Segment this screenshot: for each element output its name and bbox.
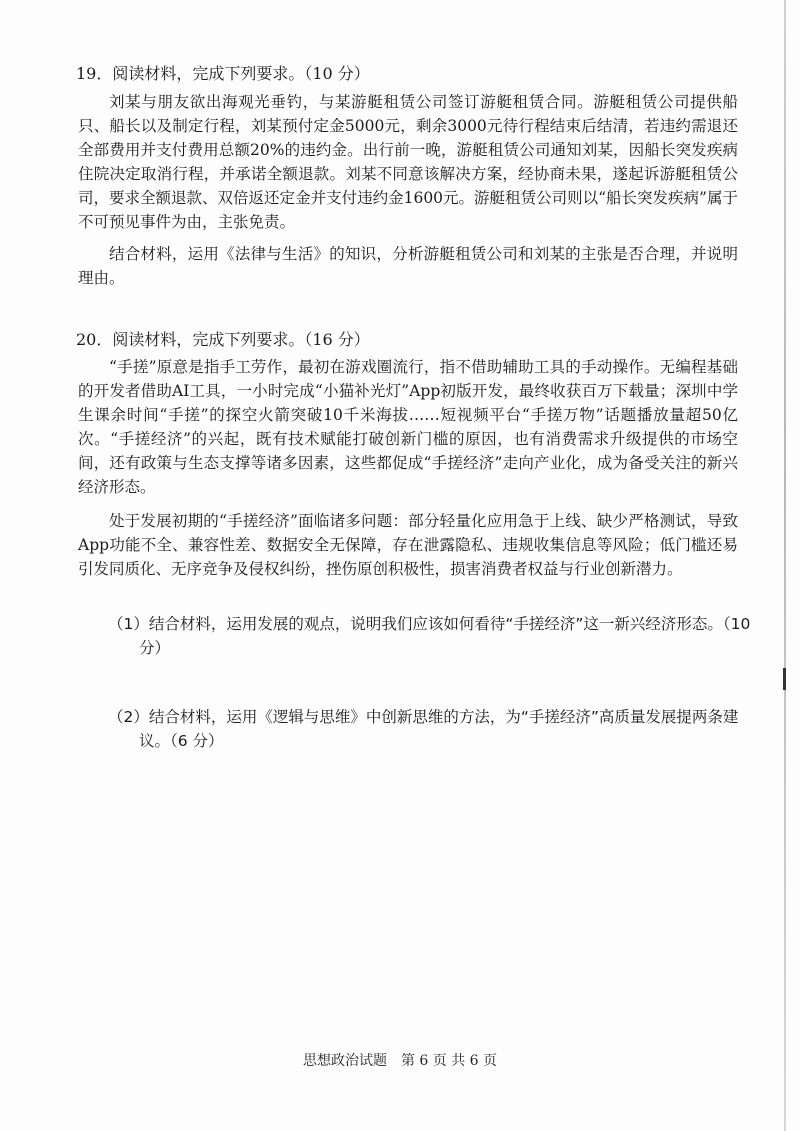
question-19-material: 刘某与朋友欲出海观光垂钓，与某游艇租赁公司签订游艇租赁合同。游艇租赁公司提供船只、船长以及制定行程，刘某预付定金5000元，剩余3000元待行程结束后结清，若违约需退还全部费用并支付费用总额20%的违约金。出行前一晚，游艇租赁公司通知刘某，因船长突发疾病住院决定取消行程，并承诺全额退款。刘某不同意该解决方案，经协商未果，遂起诉游艇租赁公司，要求全额退款、双倍返还定金并支付违约金1600元。游艇租赁公司则以“船长突发疾病”属于不可预见事件为由，主张免责。 xyxy=(78,93,738,231)
question-20-subquestion-1: （1）结合材料，运用发展的观点，说明我们应该如何看待“手搓经济”这一新兴经济形态。（10 分） xyxy=(108,615,751,657)
scan-edge-line xyxy=(784,0,786,1131)
question-19-task: 结合材料，运用《法律与生活》的知识，分析游艇租赁公司和刘某的主张是否合理，并说明理由。 xyxy=(78,245,738,287)
page-footer: 思想政治试题 第 6 页 共 6 页 xyxy=(302,1053,498,1069)
question-20-material-paragraph-1: “手搓”原意是指手工劳作，最初在游戏圈流行，指不借助辅助工具的手动操作。无编程基础的开发者借助AI工具，一小时完成“小猫补光灯”App初版开发，最终收获百万下载量；深圳中学生课余时间“手搓”的探空火箭突破10千米海拔……短视频平台“手搓万物”话题播放量超50亿次。“手搓经济”的兴起，既有技术赋能打破创新门槛的原因，也有消费需求升级提供的市场空间，还有政策与生态支撑等诸多因素，这些都促成“手搓经济”走向产业化，成为备受关注的新兴经济形态。 xyxy=(78,358,738,496)
binding-mark xyxy=(783,668,786,690)
question-20-subquestion-2: （2）结合材料，运用《逻辑与思维》中创新思维的方法，为“手搓经济”高质量发展提两条建议。（6 分） xyxy=(108,708,739,750)
question-20-title: 20．阅读材料，完成下列要求。（16 分） xyxy=(76,330,370,349)
question-19-title: 19．阅读材料，完成下列要求。（10 分） xyxy=(76,64,370,83)
question-20-material-paragraph-2: 处于发展初期的“手搓经济”面临诸多问题：部分轻量化应用急于上线、缺少严格测试，导致App功能不全、兼容性差、数据安全无保障，存在泄露隐私、违规收集信息等风险；低门槛还易引发同质化、无序竞争及侵权纠纷，挫伤原创积极性，损害消费者权益与行业创新潜力。 xyxy=(78,512,738,578)
